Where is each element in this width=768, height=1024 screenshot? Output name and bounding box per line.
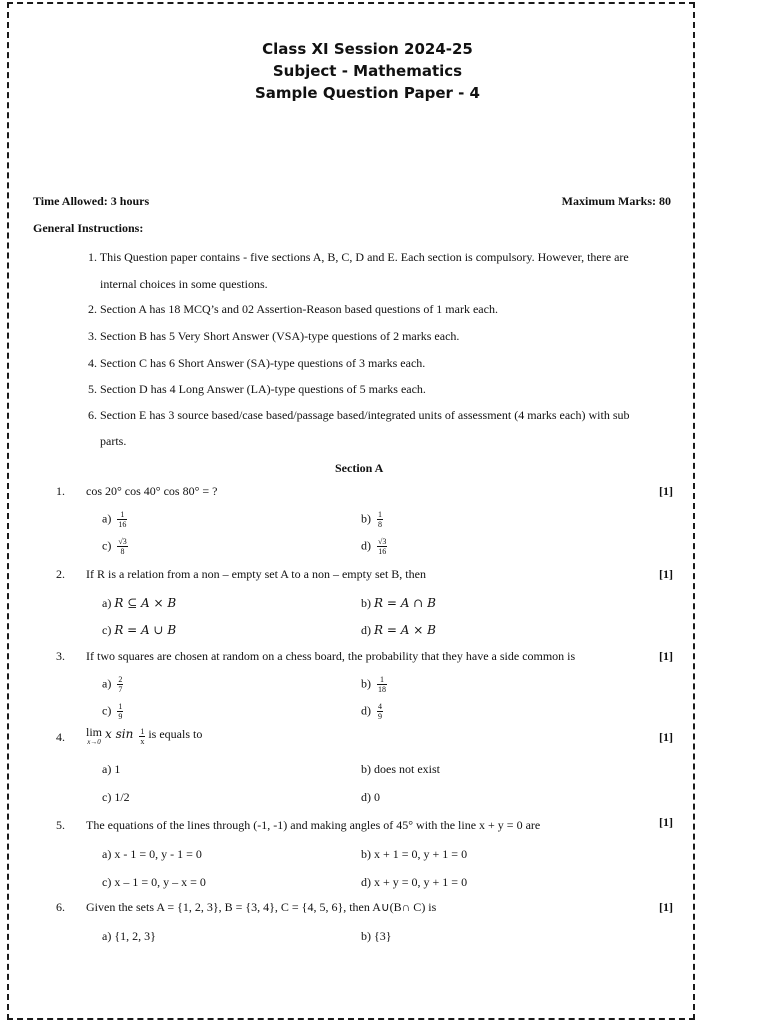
instruction-2: 2. Section A has 18 MCQ’s and 02 Assertion-Reason based questions of 1 mark each.: [88, 302, 498, 316]
option-label: a): [102, 676, 112, 691]
instruction-4: 4. Section C has 6 Short Answer (SA)-type questions of 3 marks each.: [88, 356, 426, 370]
option-math: R = A ∩ B: [374, 596, 436, 610]
option-c: [102, 537, 128, 556]
option-d: d) 0: [361, 790, 380, 804]
question-text: If two squares are chosen at random on a chess board, the probability that they have a side common is: [86, 649, 576, 663]
instruction-3: 3. Section B has 5 Very Short Answer (VSA)-type questions of 2 marks each.: [88, 329, 460, 343]
section-a-title: Section A: [335, 461, 384, 475]
question-number: 2.: [56, 567, 65, 581]
option-b: [361, 510, 383, 529]
numerator: 1: [140, 727, 145, 736]
maximum-marks: Maximum Marks: 80: [561, 194, 671, 208]
question-text: cos 20° cos 40° cos 80° = ?: [86, 484, 218, 498]
question-marks: [1]: [659, 649, 673, 663]
fraction: [377, 675, 387, 694]
question-number: 4.: [56, 730, 65, 744]
header-subject: Subject - Mathematics: [272, 62, 463, 80]
denominator: 9: [118, 712, 123, 721]
option-a: a) {1, 2, 3}: [102, 929, 156, 943]
question-text: If R is a relation from a non – empty set A to a non – empty set B, then: [86, 567, 426, 581]
question-number: 1.: [56, 484, 65, 498]
numerator: 1: [118, 702, 123, 711]
fraction: [377, 510, 383, 529]
question-text: is equals to: [148, 727, 203, 741]
instruction-5: 5. Section D has 4 Long Answer (LA)-type questions of 5 marks each.: [88, 382, 426, 396]
question-marks: [1]: [659, 815, 673, 829]
option-label: b): [361, 676, 371, 691]
denominator: 16: [118, 520, 127, 529]
header-class-session: Class XI Session 2024-25: [262, 40, 473, 58]
numerator: 2: [118, 675, 123, 684]
numerator: 1: [378, 510, 382, 519]
question-marks: [1]: [659, 900, 673, 914]
numerator: 4: [378, 702, 382, 711]
instruction-6: 6. Section E has 3 source based/case based/passage based/integrated units of assessment (4 marks each) with sub: [88, 408, 630, 422]
fraction: [139, 727, 145, 746]
fraction: [117, 510, 127, 529]
option-a: a) 1: [102, 762, 121, 776]
option-c: [102, 702, 123, 721]
limit-subscript: x→0: [87, 738, 101, 746]
fraction: [117, 537, 127, 556]
option-label: c): [102, 703, 112, 718]
option-a: a) x - 1 = 0, y - 1 = 0: [102, 847, 202, 861]
option-label: b): [361, 596, 371, 610]
question-number: 6.: [56, 900, 65, 914]
option-d: d) x + y = 0, y + 1 = 0: [361, 875, 468, 889]
instruction-6-cont: parts.: [100, 434, 127, 448]
option-c: c) x – 1 = 0, y – x = 0: [102, 875, 206, 889]
question-text: Given the sets A = {1, 2, 3}, B = {3, 4}, C = {4, 5, 6}, then A∪(B∩ C) is: [86, 900, 437, 914]
option-b: b) {3}: [361, 929, 392, 943]
option-label: d): [361, 703, 371, 718]
option-b: [361, 675, 387, 694]
option-a: [102, 596, 176, 611]
option-math: R ⊆ A × B: [114, 596, 177, 610]
question-marks: [1]: [659, 567, 673, 581]
option-label: b): [361, 511, 371, 526]
question-expression: [86, 727, 202, 747]
option-b: [361, 596, 436, 611]
fraction: [117, 675, 123, 694]
option-d: [361, 537, 387, 556]
question-text: The equations of the lines through (-1, -1) and making angles of 45° with the line x + y = 0 are: [86, 818, 541, 832]
option-math: R = A × B: [374, 623, 436, 637]
option-label: a): [102, 596, 112, 610]
header-paper-title: Sample Question Paper - 4: [254, 84, 480, 102]
option-a: [102, 510, 127, 529]
fraction: [117, 702, 123, 721]
option-b: b) x + 1 = 0, y + 1 = 0: [361, 847, 468, 861]
time-allowed: Time Allowed: 3 hours: [33, 194, 150, 208]
option-label: c): [102, 623, 112, 637]
question-number: 3.: [56, 649, 65, 663]
denominator: 9: [378, 712, 382, 721]
numerator: 1: [377, 675, 387, 685]
numerator: √3: [378, 537, 387, 546]
instruction-1: 1. This Question paper contains - five sections A, B, C, D and E. Each section is compulsory. However, there are: [88, 250, 629, 264]
question-number: 5.: [56, 818, 65, 832]
numerator: 1: [117, 510, 127, 520]
numerator: √3: [118, 537, 127, 546]
option-a: [102, 675, 123, 694]
option-c: c) 1/2: [102, 790, 130, 804]
option-d: [361, 702, 383, 721]
option-b: b) does not exist: [361, 762, 440, 776]
fraction: [377, 702, 383, 721]
question-marks: [1]: [659, 730, 673, 744]
instruction-1-cont: internal choices in some questions.: [100, 277, 268, 291]
option-label: d): [361, 623, 371, 637]
denominator: 7: [118, 685, 123, 694]
option-d: [361, 623, 436, 638]
denominator: 18: [378, 685, 386, 694]
limit-operator: [86, 727, 102, 747]
denominator: 16: [378, 547, 387, 556]
limit-expression: x sin: [105, 727, 134, 741]
option-label: a): [102, 511, 112, 526]
limit-text: lim: [86, 725, 103, 739]
option-c: [102, 623, 176, 638]
option-math: R = A ∪ B: [114, 623, 177, 637]
option-label: c): [102, 538, 112, 553]
question-marks: [1]: [659, 484, 673, 498]
fraction: [377, 537, 387, 556]
denominator: 8: [120, 547, 125, 556]
general-instructions-label: General Instructions:: [33, 221, 144, 235]
denominator: 8: [378, 520, 382, 529]
denominator: x: [140, 737, 145, 746]
option-label: d): [361, 538, 371, 553]
